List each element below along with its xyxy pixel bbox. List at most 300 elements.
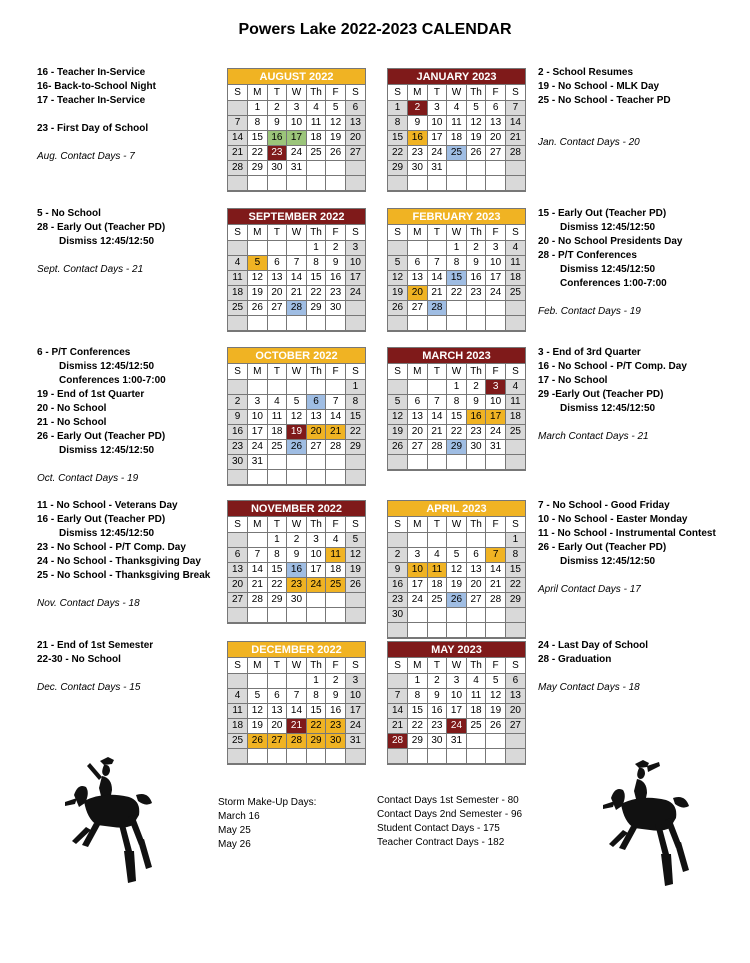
day-cell: 19 [486, 703, 506, 718]
weekday-header: T [427, 517, 447, 532]
week-row [228, 673, 365, 688]
day-cell: 27 [306, 439, 326, 454]
day-cell: 6 [345, 100, 365, 115]
week-row [228, 748, 365, 763]
day-cell [466, 300, 486, 315]
day-cell: 10 [345, 688, 365, 703]
weekday-header: F [486, 658, 506, 673]
notes-sep: 5 - No School 28 - Early Out (Teacher PD) Dismiss 12:45/12:50 Sept. Contact Days - 21 [37, 208, 166, 275]
notes-aug: 16 - Teacher In-Service 16- Back-to-School Night 17 - Teacher In-Service 23 - First Day of School Aug. Contact Days - 7 [37, 67, 156, 162]
weekday-header: S [505, 364, 525, 379]
calendar-december-2022 [227, 641, 366, 765]
day-cell: 20 [408, 424, 428, 439]
day-cell: 9 [228, 409, 248, 424]
day-cell [228, 315, 248, 330]
day-cell: 7 [486, 547, 506, 562]
day-cell: 13 [505, 688, 525, 703]
weekday-header: T [267, 85, 287, 100]
day-cell: 2 [287, 532, 307, 547]
day-cell: 26 [248, 733, 268, 748]
day-cell: 21 [228, 145, 248, 160]
day-cell [345, 748, 365, 763]
day-cell: 7 [427, 394, 447, 409]
day-cell: 2 [326, 673, 346, 688]
day-cell: 1 [388, 100, 408, 115]
day-cell: 12 [326, 115, 346, 130]
day-cell: 28 [228, 160, 248, 175]
day-cell: 31 [248, 454, 268, 469]
day-cell [388, 454, 408, 469]
day-cell [447, 622, 467, 637]
day-cell: 29 [505, 592, 525, 607]
weekday-header: W [287, 517, 307, 532]
weekday-header: S [345, 85, 365, 100]
weekday-header: F [486, 85, 506, 100]
day-cell: 22 [505, 577, 525, 592]
week-row [228, 718, 365, 733]
day-cell [345, 469, 365, 484]
day-cell: 17 [345, 703, 365, 718]
week-row [388, 255, 525, 270]
day-cell: 17 [408, 577, 428, 592]
day-cell: 25 [505, 285, 525, 300]
notes-dec: 21 - End of 1st Semester 22-30 - No School Dec. Contact Days - 15 [37, 640, 154, 693]
day-cell: 23 [326, 718, 346, 733]
day-cell [505, 607, 525, 622]
calendar-february-2023 [387, 208, 526, 332]
day-cell: 25 [505, 424, 525, 439]
weekday-header: T [427, 364, 447, 379]
week-row [388, 115, 525, 130]
day-cell [447, 607, 467, 622]
day-cell: 26 [466, 145, 486, 160]
day-cell: 4 [447, 100, 467, 115]
day-cell: 20 [267, 285, 287, 300]
day-cell: 13 [345, 115, 365, 130]
day-cell [326, 748, 346, 763]
day-cell: 20 [466, 577, 486, 592]
day-cell: 29 [408, 733, 428, 748]
day-cell: 13 [486, 115, 506, 130]
day-cell [388, 673, 408, 688]
day-cell: 12 [447, 562, 467, 577]
day-cell: 15 [505, 562, 525, 577]
day-cell: 3 [486, 379, 506, 394]
day-cell: 3 [447, 673, 467, 688]
day-cell: 1 [306, 240, 326, 255]
day-cell [466, 622, 486, 637]
day-cell: 15 [447, 270, 467, 285]
day-cell: 20 [267, 718, 287, 733]
day-cell: 24 [287, 145, 307, 160]
day-cell: 20 [505, 703, 525, 718]
day-cell: 27 [408, 439, 428, 454]
day-cell: 13 [228, 562, 248, 577]
day-cell: 25 [326, 577, 346, 592]
week-row [228, 315, 365, 330]
day-cell [505, 748, 525, 763]
day-cell: 30 [427, 733, 447, 748]
day-cell: 12 [466, 115, 486, 130]
day-cell: 4 [505, 379, 525, 394]
day-cell [345, 160, 365, 175]
day-cell: 26 [326, 145, 346, 160]
month-grid [228, 85, 365, 191]
day-cell: 17 [486, 409, 506, 424]
day-cell: 8 [408, 688, 428, 703]
day-cell: 11 [267, 409, 287, 424]
day-cell: 20 [306, 424, 326, 439]
weekday-header: S [388, 364, 408, 379]
day-cell [267, 607, 287, 622]
day-cell [267, 469, 287, 484]
day-cell: 30 [228, 454, 248, 469]
day-cell: 5 [248, 255, 268, 270]
day-cell: 13 [408, 270, 428, 285]
day-cell [287, 175, 307, 190]
week-row [388, 285, 525, 300]
day-cell [306, 379, 326, 394]
calendar-october-2022 [227, 347, 366, 486]
day-cell: 23 [267, 145, 287, 160]
calendar-april-2023 [387, 500, 526, 639]
day-cell: 11 [466, 688, 486, 703]
week-row [388, 439, 525, 454]
day-cell: 25 [306, 145, 326, 160]
day-cell: 27 [345, 145, 365, 160]
day-cell [505, 454, 525, 469]
day-cell [427, 379, 447, 394]
day-cell: 7 [228, 115, 248, 130]
weekday-header: M [248, 364, 268, 379]
weekday-header: M [408, 364, 428, 379]
week-row [388, 240, 525, 255]
day-cell [326, 379, 346, 394]
day-cell: 7 [248, 547, 268, 562]
day-cell [427, 532, 447, 547]
day-cell: 23 [287, 577, 307, 592]
day-cell [408, 454, 428, 469]
day-cell [466, 160, 486, 175]
day-cell [326, 469, 346, 484]
day-cell: 7 [427, 255, 447, 270]
day-cell: 23 [466, 424, 486, 439]
day-cell: 14 [427, 270, 447, 285]
day-cell: 11 [306, 115, 326, 130]
day-cell: 29 [248, 160, 268, 175]
day-cell: 19 [447, 577, 467, 592]
week-row [388, 673, 525, 688]
day-cell [228, 748, 248, 763]
day-cell: 21 [287, 285, 307, 300]
day-cell: 30 [267, 160, 287, 175]
day-cell [248, 748, 268, 763]
day-cell: 27 [466, 592, 486, 607]
day-cell: 29 [388, 160, 408, 175]
day-cell [408, 622, 428, 637]
day-cell: 10 [345, 255, 365, 270]
week-row [388, 622, 525, 637]
day-cell [505, 315, 525, 330]
weekday-header: W [447, 85, 467, 100]
day-cell: 25 [427, 592, 447, 607]
day-cell [486, 622, 506, 637]
day-cell [326, 315, 346, 330]
day-cell: 10 [306, 547, 326, 562]
week-row [228, 270, 365, 285]
day-cell [447, 748, 467, 763]
day-cell: 15 [345, 409, 365, 424]
day-cell: 20 [345, 130, 365, 145]
day-cell: 16 [267, 130, 287, 145]
day-cell: 4 [228, 688, 248, 703]
day-cell: 6 [228, 547, 248, 562]
week-row [388, 300, 525, 315]
day-cell: 16 [427, 703, 447, 718]
weekday-header: T [267, 658, 287, 673]
day-cell: 21 [326, 424, 346, 439]
day-cell: 30 [466, 439, 486, 454]
day-cell: 19 [248, 718, 268, 733]
day-cell: 10 [486, 255, 506, 270]
day-cell: 7 [326, 394, 346, 409]
day-cell: 7 [287, 255, 307, 270]
day-cell: 7 [287, 688, 307, 703]
day-cell: 24 [248, 439, 268, 454]
day-cell: 9 [466, 394, 486, 409]
weekday-header: S [505, 517, 525, 532]
weekday-header: F [326, 85, 346, 100]
week-row [388, 270, 525, 285]
storm-makeup-days: Storm Make-Up Days: March 16 May 25 May 26 [218, 797, 317, 850]
day-cell: 9 [466, 255, 486, 270]
day-cell: 3 [345, 240, 365, 255]
day-cell: 21 [287, 718, 307, 733]
day-cell: 14 [228, 130, 248, 145]
weekday-header: Th [466, 225, 486, 240]
day-cell: 1 [267, 532, 287, 547]
day-cell: 9 [408, 115, 428, 130]
day-cell: 17 [306, 562, 326, 577]
day-cell: 12 [486, 688, 506, 703]
day-cell: 27 [267, 300, 287, 315]
day-cell: 20 [486, 130, 506, 145]
day-cell: 30 [388, 607, 408, 622]
day-cell: 3 [287, 100, 307, 115]
week-row [228, 607, 365, 622]
day-cell [248, 607, 268, 622]
day-cell: 29 [306, 733, 326, 748]
day-cell: 5 [345, 532, 365, 547]
day-cell: 1 [345, 379, 365, 394]
weekday-header: Th [306, 658, 326, 673]
notes-feb: 15 - Early Out (Teacher PD) Dismiss 12:45/12:50 20 - No School Presidents Day 28 - P/T Conferences Dismiss 12:45/12:50 Conferences 1:00-7:00 Feb. Contact Days - 19 [538, 208, 683, 317]
day-cell [408, 240, 428, 255]
weekday-header: W [447, 658, 467, 673]
day-cell: 22 [306, 285, 326, 300]
day-cell: 23 [427, 718, 447, 733]
weekday-header: S [228, 225, 248, 240]
day-cell [345, 592, 365, 607]
month-header: AUGUST 2022 [228, 69, 365, 85]
day-cell [326, 160, 346, 175]
day-cell: 2 [466, 240, 486, 255]
month-header: FEBRUARY 2023 [388, 209, 525, 225]
day-cell [228, 607, 248, 622]
week-row [388, 130, 525, 145]
day-cell: 14 [427, 409, 447, 424]
week-row [228, 240, 365, 255]
day-cell [447, 300, 467, 315]
day-cell: 25 [228, 733, 248, 748]
day-cell: 18 [326, 562, 346, 577]
day-cell: 8 [306, 688, 326, 703]
notes-nov: 11 - No School - Veterans Day 16 - Early Out (Teacher PD) Dismiss 12:45/12:50 23 - No School - P/T Comp. Day 24 - No School - Thanksgiving Day 25 - No School - Thanksgiving Break Nov. Contact Days - 18 [37, 500, 211, 609]
week-row [388, 592, 525, 607]
day-cell: 21 [248, 577, 268, 592]
day-cell [388, 748, 408, 763]
day-cell: 22 [248, 145, 268, 160]
day-cell: 11 [326, 547, 346, 562]
day-cell: 24 [345, 718, 365, 733]
week-row [228, 394, 365, 409]
day-cell: 3 [427, 100, 447, 115]
week-row [388, 100, 525, 115]
day-cell: 6 [306, 394, 326, 409]
day-cell [486, 160, 506, 175]
day-cell [408, 607, 428, 622]
day-cell: 26 [388, 300, 408, 315]
week-row [388, 718, 525, 733]
day-cell [345, 607, 365, 622]
weekday-header: S [505, 658, 525, 673]
day-cell: 30 [326, 733, 346, 748]
day-cell: 2 [228, 394, 248, 409]
day-cell: 2 [267, 100, 287, 115]
day-cell: 30 [408, 160, 428, 175]
day-cell [267, 240, 287, 255]
day-cell [388, 315, 408, 330]
weekday-header: S [345, 658, 365, 673]
week-row [388, 379, 525, 394]
weekday-header: M [248, 658, 268, 673]
day-cell: 4 [267, 394, 287, 409]
day-cell: 21 [427, 424, 447, 439]
day-cell [326, 607, 346, 622]
day-cell [345, 315, 365, 330]
day-cell [505, 439, 525, 454]
day-cell: 12 [388, 409, 408, 424]
day-cell [486, 454, 506, 469]
day-cell [287, 748, 307, 763]
day-cell: 28 [248, 592, 268, 607]
weekday-header: F [486, 225, 506, 240]
day-cell: 14 [505, 115, 525, 130]
page-title: Powers Lake 2022-2023 CALENDAR [238, 21, 512, 38]
month-grid [228, 364, 365, 485]
weekday-header: T [267, 364, 287, 379]
day-cell: 28 [427, 439, 447, 454]
day-cell: 1 [408, 673, 428, 688]
notes-jan: 2 - School Resumes 19 - No School - MLK Day 25 - No School - Teacher PD Jan. Contact Days - 20 [538, 67, 671, 148]
week-row [228, 439, 365, 454]
weekday-header: S [505, 225, 525, 240]
week-row [228, 115, 365, 130]
week-row [228, 379, 365, 394]
day-cell [408, 748, 428, 763]
day-cell: 16 [326, 270, 346, 285]
day-cell: 14 [326, 409, 346, 424]
day-cell: 22 [447, 285, 467, 300]
month-header: OCTOBER 2022 [228, 348, 365, 364]
day-cell [408, 315, 428, 330]
day-cell [267, 454, 287, 469]
weekday-header: S [228, 85, 248, 100]
day-cell: 15 [306, 703, 326, 718]
day-cell: 1 [306, 673, 326, 688]
month-grid [228, 517, 365, 623]
day-cell [306, 315, 326, 330]
day-cell: 8 [345, 394, 365, 409]
day-cell: 8 [447, 394, 467, 409]
day-cell: 30 [326, 300, 346, 315]
day-cell [466, 733, 486, 748]
day-cell [267, 379, 287, 394]
day-cell: 17 [248, 424, 268, 439]
day-cell: 1 [248, 100, 268, 115]
day-cell: 5 [466, 100, 486, 115]
day-cell: 17 [345, 270, 365, 285]
day-cell: 4 [306, 100, 326, 115]
day-cell: 25 [267, 439, 287, 454]
day-cell: 20 [408, 285, 428, 300]
weekday-header: W [287, 225, 307, 240]
weekday-header: F [326, 225, 346, 240]
day-cell: 23 [326, 285, 346, 300]
day-cell [486, 733, 506, 748]
calendar-may-2023 [387, 641, 526, 765]
day-cell [486, 175, 506, 190]
day-cell: 28 [427, 300, 447, 315]
day-cell: 26 [248, 300, 268, 315]
week-row [228, 100, 365, 115]
weekday-header: F [326, 517, 346, 532]
calendar-march-2023 [387, 347, 526, 471]
day-cell: 16 [228, 424, 248, 439]
day-cell: 8 [306, 255, 326, 270]
day-cell: 9 [326, 688, 346, 703]
day-cell: 26 [287, 439, 307, 454]
week-row [228, 688, 365, 703]
weekday-header: T [427, 658, 447, 673]
day-cell: 6 [267, 688, 287, 703]
day-cell [287, 673, 307, 688]
weekday-header: Th [466, 85, 486, 100]
month-grid [228, 658, 365, 764]
day-cell: 21 [505, 130, 525, 145]
day-cell [228, 673, 248, 688]
week-row [228, 300, 365, 315]
calendar-november-2022 [227, 500, 366, 624]
day-cell: 18 [466, 703, 486, 718]
day-cell: 16 [466, 270, 486, 285]
day-cell: 23 [408, 145, 428, 160]
day-cell: 10 [248, 409, 268, 424]
day-cell: 31 [345, 733, 365, 748]
day-cell: 1 [447, 379, 467, 394]
notes-mar: 3 - End of 3rd Quarter 16 - No School - P/T Comp. Day 17 - No School 29 -Early Out (Teacher PD) Dismiss 12:45/12:50 March Contact Days - 21 [538, 347, 687, 442]
month-header: DECEMBER 2022 [228, 642, 365, 658]
